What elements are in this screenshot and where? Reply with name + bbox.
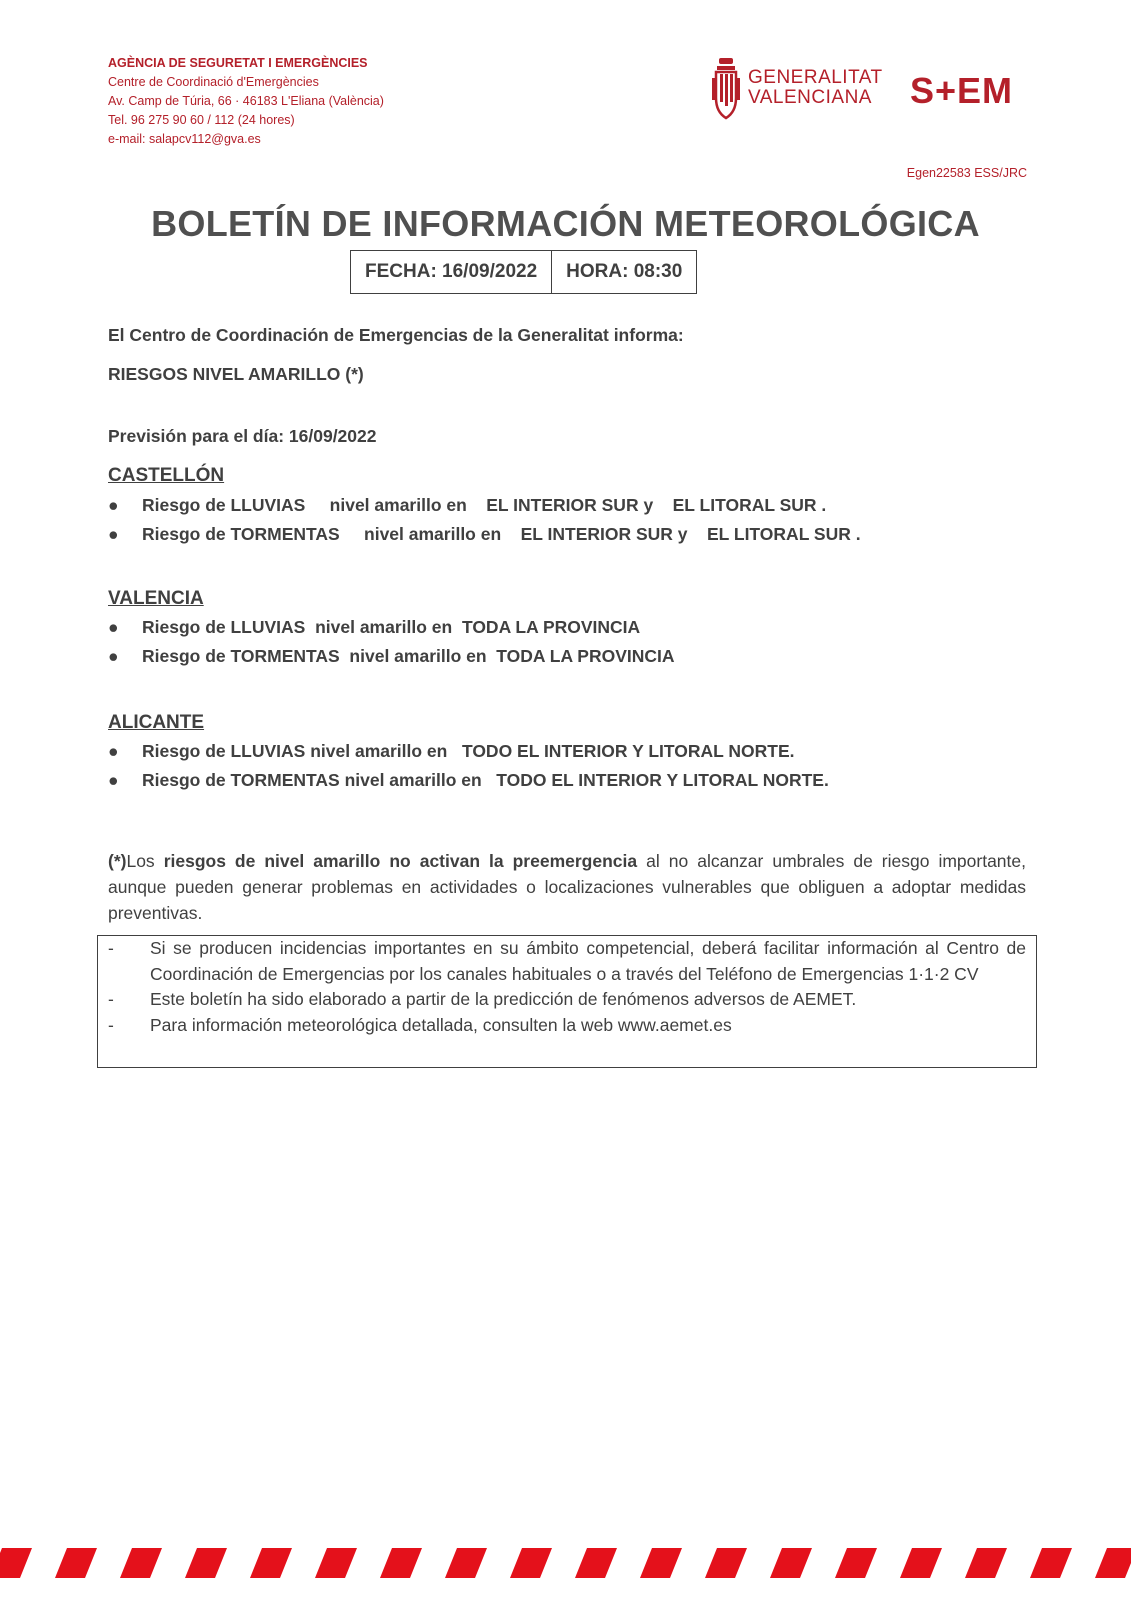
- date-label: FECHA: 16/09/2022: [365, 261, 538, 282]
- agency-line: Tel. 96 275 90 60 / 112 (24 hores): [108, 113, 295, 127]
- stripe-segment: [640, 1548, 682, 1578]
- generalitat-line1: GENERALITAT: [748, 67, 883, 88]
- bullet-icon: ●: [108, 741, 119, 761]
- generalitat-logo: [712, 56, 887, 126]
- list-item-text: Riesgo de TORMENTAS nivel amarillo en TODA LA PROVINCIA: [142, 646, 675, 666]
- stripe-segment: [965, 1548, 1007, 1578]
- bullet-icon: ●: [108, 524, 119, 544]
- info-item-text: Si se producen incidencias importantes en su ámbito competencial, deberá facilitar información al Centro de Coordinación de Emergencias por los canales habituales o a través del Teléfono de Emergencias 1·1·2 CV: [150, 938, 1026, 984]
- stripe-segment: [705, 1548, 747, 1578]
- footnote-emphasis: riesgos de nivel amarillo no activan la preemergencia: [163, 851, 638, 871]
- list-item-text: Riesgo de TORMENTAS nivel amarillo en EL INTERIOR SUR y EL LITORAL SUR .: [142, 524, 861, 544]
- stripe-segment: [835, 1548, 877, 1578]
- footnote-text: al no alcanzar umbrales de riesgo importante, aunque pueden generar problemas en actividades o localizaciones vulnerables que obliguen a adoptar medidas preventivas.: [108, 851, 1027, 923]
- sem-logo: S+EM: [910, 70, 1014, 111]
- list-item: [108, 741, 794, 762]
- agency-block: [108, 54, 384, 149]
- info-item-text: Este boletín ha sido elaborado a partir de la predicción de fenómenos adversos de AEMET.: [150, 989, 857, 1009]
- list-item-text: Riesgo de TORMENTAS nivel amarillo en TODO EL INTERIOR Y LITORAL NORTE.: [142, 770, 829, 790]
- stripe-segment: [900, 1548, 942, 1578]
- agency-email: e-mail: salapcv112@gva.es: [108, 132, 261, 146]
- footnote-marker: (*): [108, 851, 127, 871]
- info-item-text: Para información meteorológica detallada, consulten la web www.aemet.es: [150, 1014, 732, 1035]
- province-heading-castellon: CASTELLÓN: [108, 465, 225, 486]
- page-title: BOLETÍN DE INFORMACIÓN METEOROLÓGICA: [151, 203, 980, 244]
- decorative-stripe-border: [0, 1548, 1131, 1578]
- stripe-segment: [510, 1548, 552, 1578]
- date-time-box: [350, 250, 697, 294]
- agency-line: Centre de Coordinació d'Emergències: [108, 75, 319, 89]
- province-heading-alicante: ALICANTE: [108, 712, 205, 733]
- list-item-text: Riesgo de LLUVIAS nivel amarillo en EL INTERIOR SUR y EL LITORAL SUR .: [142, 495, 827, 515]
- info-item: - Este boletín ha sido elaborado a partir de la predicción de fenómenos adversos de AEMET.: [98, 987, 1036, 1013]
- stripe-segment: [1095, 1548, 1131, 1578]
- agency-name: AGÈNCIA DE SEGURETAT I EMERGÈNCIES: [108, 56, 368, 70]
- time-label: HORA: 08:30: [551, 251, 696, 293]
- stripe-segment: [120, 1548, 162, 1578]
- footnote-text: Los: [126, 851, 164, 871]
- stripe-segment: [0, 1548, 32, 1578]
- document-reference: Egen22583 ESS/JRC: [906, 166, 1027, 180]
- forecast-day: Previsión para el día: 16/09/2022: [108, 426, 377, 446]
- stripe-segment: [250, 1548, 292, 1578]
- generalitat-crest-icon: [712, 56, 742, 126]
- list-item: [108, 646, 675, 667]
- stripe-segment: [315, 1548, 357, 1578]
- bullet-icon: ●: [108, 495, 119, 515]
- stripe-segment: [185, 1548, 227, 1578]
- bullet-icon: ●: [108, 617, 119, 637]
- bullet-icon: ●: [108, 646, 119, 666]
- stripe-segment: [575, 1548, 617, 1578]
- info-item: - Si se producen incidencias importantes en su ámbito competencial, deberá facilitar información al Centro de Coordinación de Emergencias por los canales habituales o a través del Teléfono de Emergencias 1·1·2 CV: [98, 936, 1036, 987]
- list-item: [108, 770, 829, 791]
- stripe-segment: [55, 1548, 97, 1578]
- list-item-text: Riesgo de LLUVIAS nivel amarillo en TODO EL INTERIOR Y LITORAL NORTE.: [142, 741, 795, 761]
- list-item-text: Riesgo de LLUVIAS nivel amarillo en TODA LA PROVINCIA: [142, 617, 641, 637]
- info-item: - Para información meteorológica detallada, consulten la web www.aemet.es: [98, 1013, 1036, 1039]
- stripe-segment: [770, 1548, 812, 1578]
- stripe-segment: [1030, 1548, 1072, 1578]
- risk-level: RIESGOS NIVEL AMARILLO (*): [108, 364, 364, 384]
- stripe-segment: [445, 1548, 487, 1578]
- bullet-icon: ●: [108, 770, 119, 790]
- province-heading-valencia: VALENCIA: [108, 588, 204, 609]
- stripe-segment: [380, 1548, 422, 1578]
- list-item: [108, 495, 826, 516]
- generalitat-line2: VALENCIANA: [748, 87, 872, 108]
- list-item: [108, 524, 861, 545]
- info-box: [97, 935, 1037, 1068]
- agency-line: Av. Camp de Túria, 66 · 46183 L'Eliana (València): [108, 94, 384, 108]
- list-item: [108, 617, 640, 638]
- footnote: [108, 848, 1026, 926]
- generalitat-wordmark: [748, 68, 883, 108]
- intro-text: El Centro de Coordinación de Emergencias de la Generalitat informa:: [108, 325, 684, 345]
